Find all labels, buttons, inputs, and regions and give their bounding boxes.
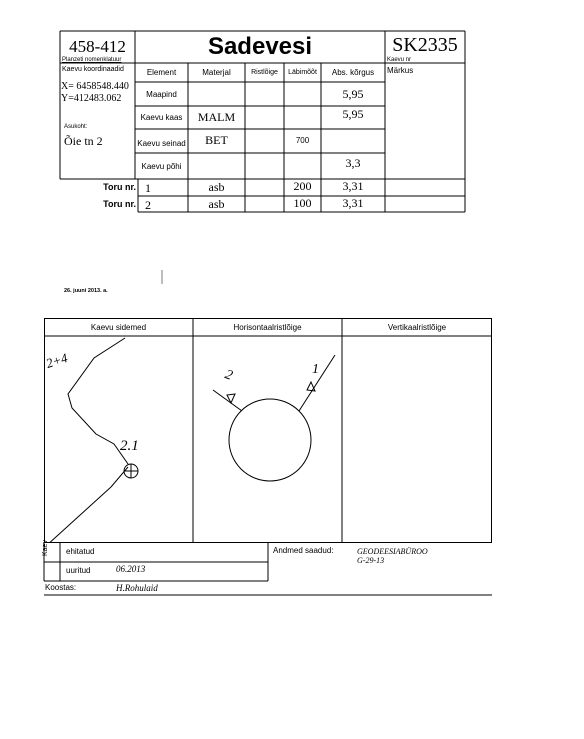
well-number-label: Kaevu nr: [387, 57, 412, 63]
footer-side-label: Kaev: [42, 540, 49, 556]
note-connections: 2+4: [44, 350, 70, 372]
row-abs: 5,95: [342, 86, 364, 101]
col-header-materjal: Materjal: [202, 68, 231, 77]
note-pipe-2: 2: [222, 367, 235, 384]
pipe-label: Toru nr.: [103, 199, 136, 209]
pipe-nr: 2: [145, 198, 151, 212]
well-number: SK2335: [392, 33, 458, 56]
compiled-by-label: Koostas:: [45, 583, 77, 592]
pipe-abs: 3,31: [342, 195, 364, 210]
row-materjal: BET: [205, 132, 228, 147]
coordinates-label: Kaevu koordinaadid: [62, 66, 124, 73]
data-source-name: GEODEESIABÜROO: [357, 547, 428, 556]
col-header-abs: Abs. kõrgus: [331, 68, 375, 77]
col-horisontaal: Horisontaalristlõige: [233, 322, 302, 332]
note-pipe-1: 1: [312, 362, 319, 377]
location-label: Asukoht:: [64, 124, 88, 130]
row-materjal: [188, 82, 245, 106]
pipe-materjal: asb: [208, 196, 225, 211]
col-header-ristloige: Ristlõige: [251, 69, 278, 76]
row-element: Kaevu kaas: [140, 113, 183, 122]
coordinate-x: X= 6458548.440: [61, 81, 129, 92]
surveyed-date: 06.2013: [116, 564, 146, 574]
well-form: [0, 0, 584, 300]
location-value: Õie tn 2: [64, 134, 103, 148]
col-vertikaal: Vertikaalristlõige: [387, 322, 447, 332]
row-labimoot: 700: [295, 135, 310, 145]
col-header-labimoot: Läbimõõt: [288, 69, 317, 76]
pipe-abs: 3,31: [342, 179, 364, 193]
data-source-code: G-29-13: [357, 556, 385, 565]
compiled-by-name: H.Rohulaid: [116, 583, 158, 593]
pipe-label: Toru nr.: [103, 182, 136, 192]
row-element: Kaevu seinad: [137, 138, 186, 148]
sketch-section: [0, 300, 584, 600]
pipe-labimoot: 200: [293, 179, 312, 193]
row-abs: 3,3: [345, 155, 361, 170]
note-pipe-number: 2.1: [120, 438, 139, 454]
coordinate-y: Y=412483.062: [61, 93, 122, 104]
pipe-labimoot: 100: [293, 195, 312, 210]
row-element: Kaevu põhi: [141, 161, 182, 171]
nomenclature-label: Planzeti nomenklatuur: [62, 57, 122, 63]
row-abs: 5,95: [342, 107, 364, 121]
pipe-nr: 1: [145, 181, 151, 195]
row-element: Maapind: [146, 89, 177, 99]
col-header-markus: Märkus: [387, 66, 414, 75]
row-materjal: MALM: [197, 110, 236, 124]
nomenclature: 458-412: [69, 37, 126, 56]
col-kaevu-sidemed: Kaevu sidemed: [90, 322, 147, 332]
built-label: ehitatud: [66, 547, 95, 556]
col-header-element: Element: [146, 68, 177, 77]
document-date: 26. juuni 2013. a.: [64, 288, 108, 294]
page-title: Sadevesi: [207, 33, 313, 60]
pipe-materjal: asb: [208, 180, 225, 194]
data-source-label: Andmed saadud:: [273, 546, 334, 555]
scan-mark: [160, 268, 164, 288]
surveyed-label: uuritud: [66, 566, 91, 575]
